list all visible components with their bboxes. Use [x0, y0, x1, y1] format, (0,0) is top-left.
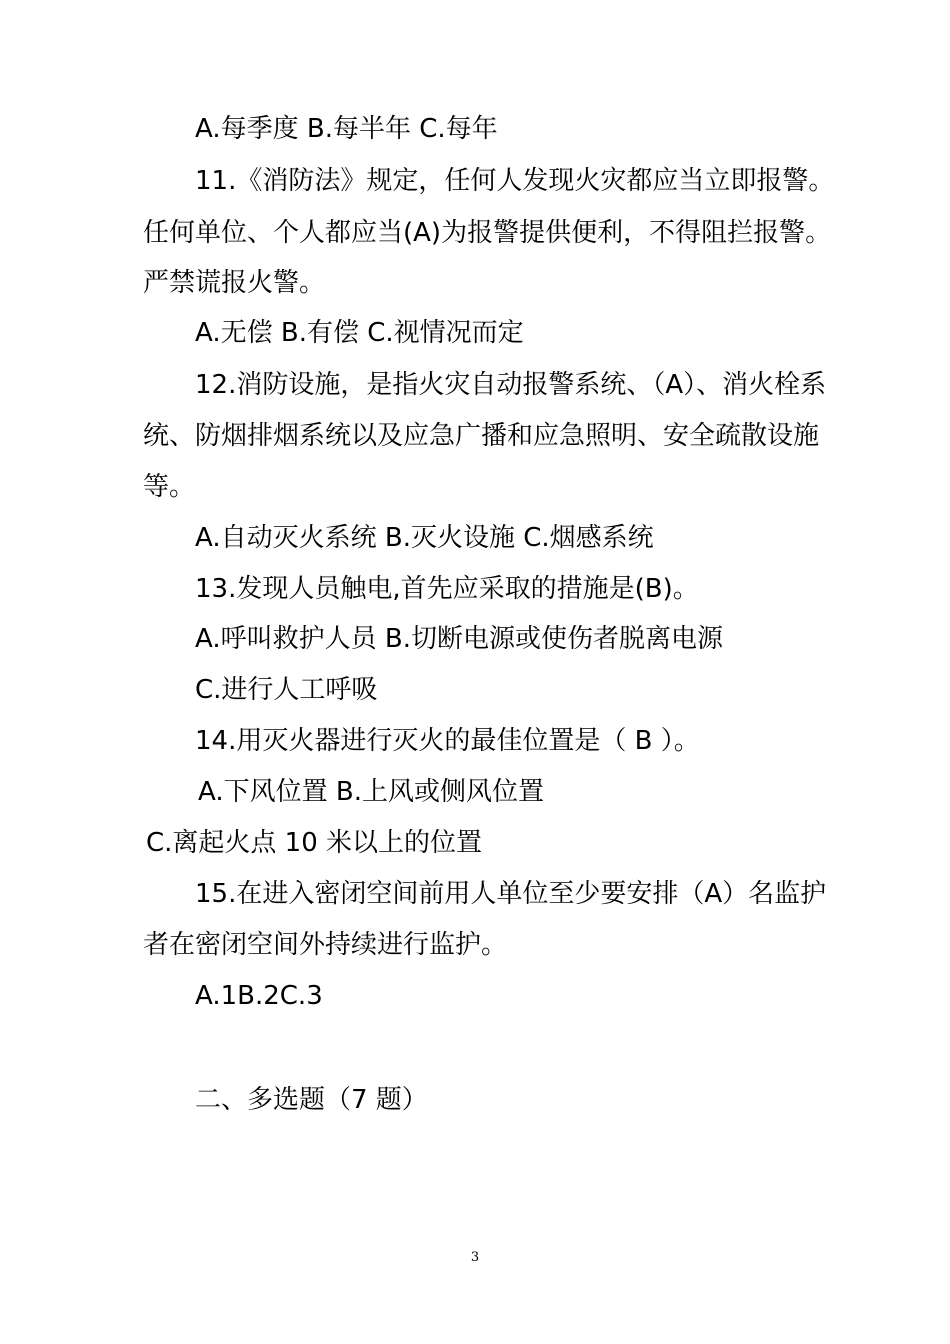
q11-text-line1: 11.《消防法》规定，任何人发现火灾都应当立即报警。	[195, 166, 835, 196]
q10-options: A.每季度 B.每半年 C.每年	[195, 114, 498, 144]
section-heading: 二、多选题（7 题）	[195, 1085, 428, 1115]
q13-options-line1: A.呼叫救护人员 B.切断电源或使伤者脱离电源	[195, 624, 723, 654]
q11-options: A.无偿 B.有偿 C.视情况而定	[195, 318, 524, 348]
q12-text-line3: 等。	[143, 472, 196, 502]
q14-options-line2: C.离起火点 10 米以上的位置	[146, 828, 483, 858]
q13-text: 13.发现人员触电,首先应采取的措施是(B)。	[195, 574, 699, 604]
q14-options-line1: A.下风位置 B.上风或侧风位置	[198, 777, 544, 807]
q12-text-line2: 统、防烟排烟系统以及应急广播和应急照明、安全疏散设施	[143, 421, 820, 451]
q15-options: A.1B.2C.3	[195, 981, 323, 1011]
page-number: 3	[470, 1250, 480, 1265]
q12-options: A.自动灭火系统 B.灭火设施 C.烟感系统	[195, 523, 654, 553]
q11-text-line2: 任何单位、个人都应当(A)为报警提供便利，不得阻拦报警。	[143, 218, 832, 248]
q15-text-line1: 15.在进入密闭空间前用人单位至少要安排（A）名监护	[195, 879, 827, 909]
q12-text-line1: 12.消防设施，是指火灾自动报警系统、（A）、消火栓系	[195, 370, 827, 400]
q15-text-line2: 者在密闭空间外持续进行监护。	[143, 930, 508, 960]
q11-text-line3: 严禁谎报火警。	[143, 268, 326, 298]
q13-options-line2: C.进行人工呼吸	[195, 675, 378, 705]
q14-text: 14.用灭火器进行灭火的最佳位置是（ B ）。	[195, 726, 700, 756]
